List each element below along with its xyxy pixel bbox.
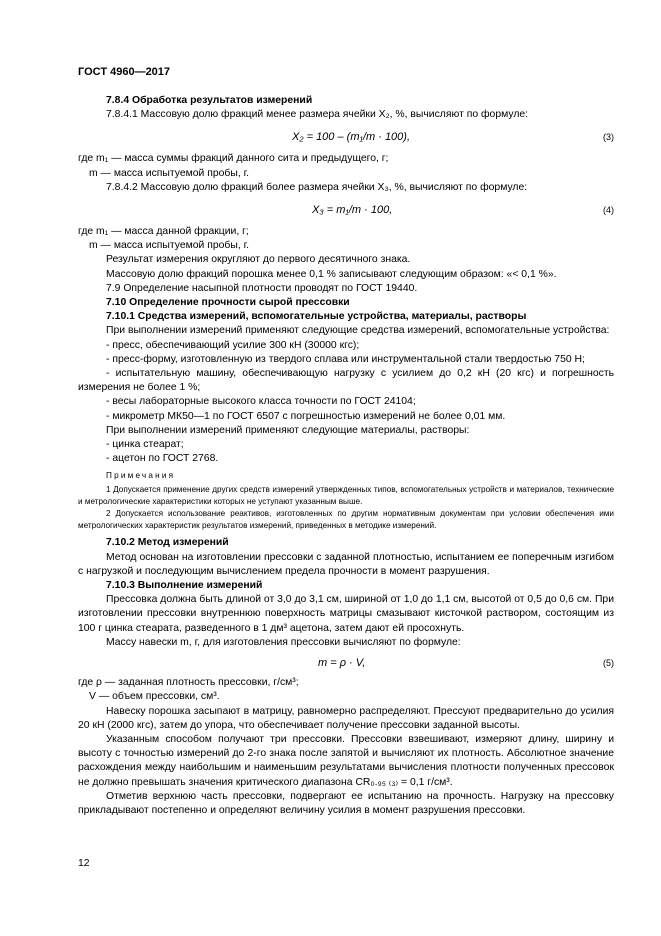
notes-heading: Примечания (106, 471, 176, 481)
tool-item: - пресс-форму, изготовленную из твердого сплава или инструментальной стали твердостью 750 Н; (106, 353, 585, 365)
section-7-10-1-title: 7.10.1 Средства измерений, вспомогательные устройства, материалы, растворы (106, 311, 527, 323)
standard-header: ГОСТ 4960—2017 (78, 66, 171, 78)
section-7-9: 7.9 Определение насыпной плотности проводят по ГОСТ 19440. (106, 282, 418, 294)
formula-5-expression: m = ρ · V, (318, 657, 366, 670)
where-m-sample-2: m — масса испытуемой пробы, г. (89, 240, 250, 252)
section-7-10-3-p3: Навеску порошка засыпают в матрицу, равномерно распределяют. Прессуют предварительно до усилия 20 кН (2000 кгс), затем до упора, что обеспечивает получение прессовки заданной высоты. (78, 705, 614, 731)
section-7-10-3-title: 7.10.3 Выполнение измерений (106, 580, 263, 592)
note-1: 1 Допускается применение других средств измерений утвержденных типов, вспомогательных устройств и материалов, технические и метрологические характеристики которых не уступают указанным выше. (78, 485, 614, 507)
section-7-10-title: 7.10 Определение прочности сырой прессовки (106, 297, 350, 309)
section-7-10-3-p1: Прессовка должна быть длиной от 3,0 до 3,1 см, шириной от 1,0 до 1,1 см, высотой от 0,5 до 0,6 см. При изготовлении прессовки внутреннюю поверхность матрицы смазывают кисточкой раствором, состоящим из 100 г цинка стеарата, разведенного в 1 дм³ ацетона, затем дают ей просохнуть. (78, 594, 614, 634)
section-7-10-1-intro: При выполнении измерений применяют следующие средства измерений, вспомогательные устройства: (106, 325, 610, 337)
formula-5 (78, 650, 614, 676)
formula-4-expression: X₃ = m₁/m · 100, (312, 204, 393, 217)
material-item: - ацетон по ГОСТ 2768. (106, 453, 219, 465)
tool-item: - испытательную машину, обеспечивающую нагрузку с усилием до 0,2 кН (20 кгс) и погрешность измерения не более 1 %; (78, 368, 614, 394)
section-7-10-2-text: Метод основан на изготовлении прессовки с заданной плотностью, испытанием ее поперечным изгибом с нагрузкой и последующим вычислением предела прочности в момент разрушения. (78, 551, 614, 577)
notes-block (78, 470, 614, 532)
section-7-10-3-p2: Массу навески m, г, для изготовления прессовки вычисляют по формуле: (106, 636, 461, 648)
materials-intro: При выполнении измерений применяют следующие материалы, растворы: (106, 424, 470, 436)
where-rho: где ρ — заданная плотность прессовки, г/см³; (78, 677, 299, 689)
section-7-10-3-p4: Указанным способом получают три прессовки. Прессовки взвешивают, измеряют длину, ширину и высоту с точностью измерений до 2-го знака после запятой и вычисляют их плотность. Абсолютное значение расхождения между наибольшим и наименьшим результатами вычисления плотности полученных прессовок не должно превышать значения критического диапазона CR₀.₉₅ ₍₃₎ = 0,1 г/см³. (78, 733, 614, 788)
where-v: V — объем прессовки, см³. (89, 691, 220, 703)
section-7-10-3-p5: Отметив верхнюю часть прессовки, подвергают ее испытанию на прочность. Нагрузку на прессовку прикладывают постепенно и определяют величину усилия в момент разрушения прессовки. (78, 790, 614, 816)
tool-item: - микрометр МК50—1 по ГОСТ 6507 с погрешностью измерений не более 0,01 мм. (106, 410, 506, 422)
where-m-sample: m — масса испытуемой пробы, г. (89, 167, 250, 179)
formula-5-number: (5) (603, 658, 614, 669)
formula-4-number: (4) (603, 205, 614, 216)
section-7-8-4-2: 7.8.4.2 Массовую долю фракций более размера ячейки X₃, %, вычисляют по формуле: (106, 181, 528, 193)
less-than-rule: Массовую долю фракций порошка менее 0,1 % записывают следующим образом: «< 0,1 %». (106, 268, 557, 280)
section-7-10-2-title: 7.10.2 Метод измерений (106, 537, 229, 549)
note-2: 2 Допускается использование реактивов, изготовленных по другим нормативным документам при условии обеспечения ими метрологических характеристик результатов измерений, приведенных в методике измерений. (78, 509, 614, 531)
tool-item: - пресс, обеспечивающий усилие 300 кН (30000 кгс); (106, 339, 360, 351)
formula-4 (78, 195, 614, 225)
section-7-8-4-title: 7.8.4 Обработка результатов измерений (106, 95, 313, 106)
formula-3-expression: X₂ = 100 – (m₁/m · 100), (292, 131, 411, 144)
material-item: - цинка стеарат; (106, 439, 184, 451)
where-m1-fraction: где m₁ — масса данной фракции, г; (78, 226, 249, 238)
tool-item: - весы лабораторные высокого класса точности по ГОСТ 24104; (106, 396, 416, 408)
section-7-8-4-1: 7.8.4.1 Массовую долю фракций менее размера ячейки X₂, %, вычисляют по формуле: (106, 109, 529, 121)
formula-3-number: (3) (603, 132, 614, 143)
rounding-rule: Результат измерения округляют до первого десятичного знака. (106, 254, 411, 266)
formula-3 (78, 122, 614, 152)
page-number: 12 (78, 858, 90, 869)
page-body (78, 94, 614, 818)
where-m1-sum: где m₁ — масса суммы фракций данного сита и предыдущего, г; (78, 153, 389, 165)
